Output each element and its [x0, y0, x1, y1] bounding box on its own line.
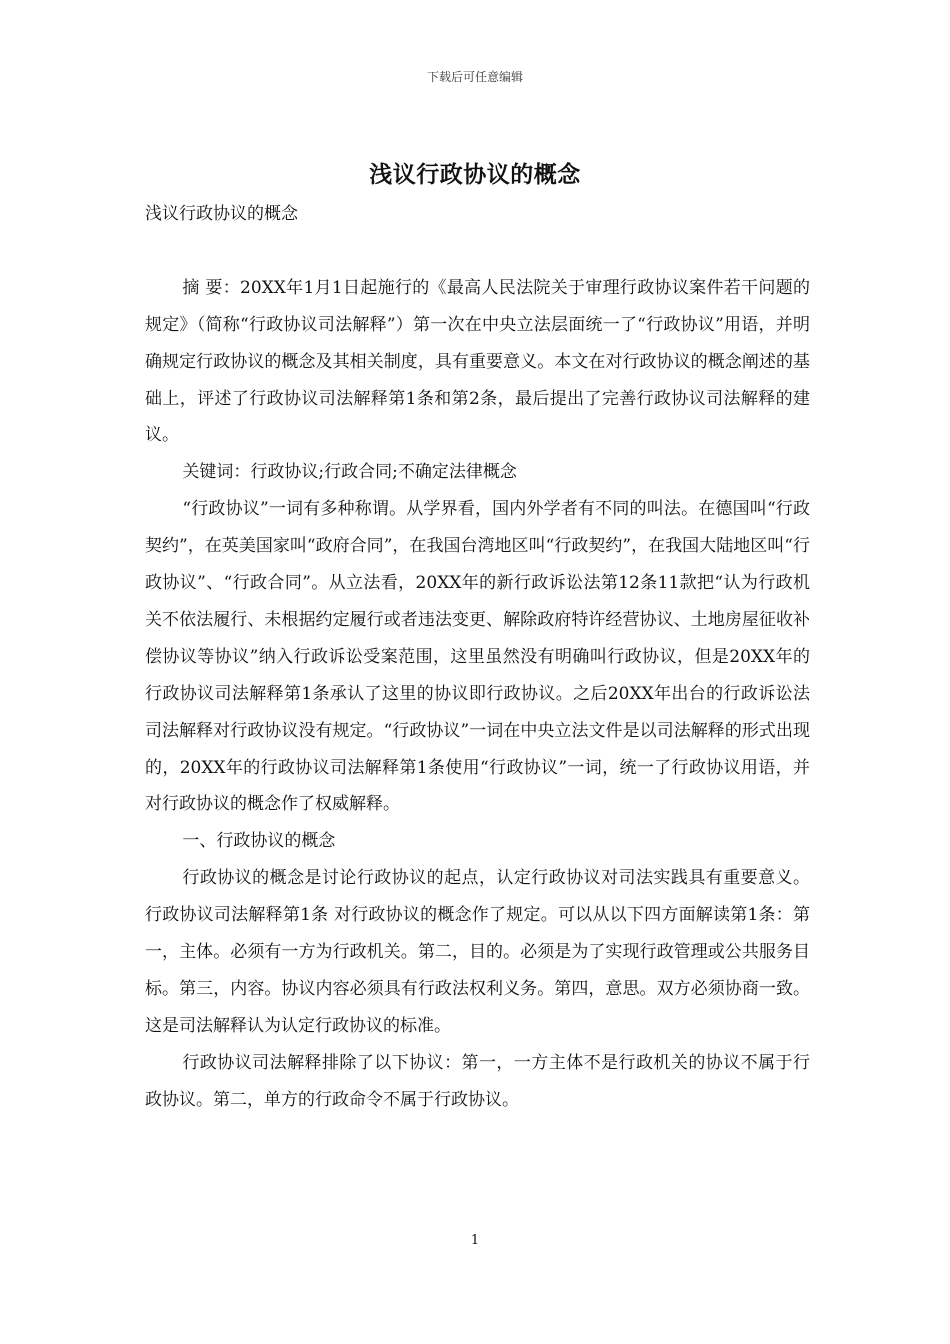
- body-paragraph: 行政协议司法解释排除了以下协议：第一，一方主体不是行政机关的协议不属于行政协议。第二，单方的行政命令不属于行政协议。: [145, 1052, 810, 1110]
- keywords-paragraph: 关键词：行政协议;行政合同;不确定法律概念: [182, 462, 517, 483]
- section-heading: 一、行政协议的概念: [182, 831, 336, 852]
- document-title: 浅议行政协议的概念: [369, 161, 581, 188]
- document-subtitle: 浅议行政协议的概念: [145, 204, 298, 224]
- document-body: [145, 196, 810, 1119]
- page-number: 1: [470, 1233, 480, 1248]
- abstract-paragraph: 摘 要：20XX年1月1日起施行的《最高人民法院关于审理行政协议案件若干问题的规定》（简称“行政协议司法解释”）第一次在中央立法层面统一了“行政协议”用语，并明确规定行政协议的概念及其相关制度，具有重要意义。本文在对行政协议的概念阐述的基础上，评述了行政协议司法解释第1条和第2条，最后提出了完善行政协议司法解释的建议。: [145, 277, 810, 446]
- body-paragraph: 行政协议的概念是讨论行政协议的起点，认定行政协议对司法实践具有重要意义。行政协议司法解释第1条 对行政协议的概念作了规定。可以从以下四方面解读第1条：第一，主体。必须有一方为行政机关。第二，目的。必须是为了实现行政管理或公共服务目标。第三，内容。协议内容必须具有行政法权利义务。第四，意思。双方必须协商一致。这是司法解释认为认定行政协议的标准。: [145, 868, 810, 1036]
- header-note: 下载后可任意编辑: [426, 70, 523, 84]
- body-paragraph: “行政协议”一词有多种称谓。从学界看，国内外学者有不同的叫法。在德国叫“行政契约”，在英美国家叫“政府合同”，在我国台湾地区叫“行政契约”，在我国大陆地区叫“行政协议”、“行政合同”。从立法看，20XX年的新行政诉讼法第12条11款把“认为行政机关不依法履行、未根据约定履行或者违法变更、解除政府特许经营协议、土地房屋征收补偿协议等协议”纳入行政诉讼受案范围，这里虽然没有明确叫行政协议，但是20XX年的行政协议司法解释第1条承认了这里的协议即行政协议。之后20XX年出台的行政诉讼法司法解释对行政协议没有规定。“行政协议”一词在中央立法文件是以司法解释的形式出现的，20XX年的行政协议司法解释第1条使用“行政协议”一词，统一了行政协议用语，并对行政协议的概念作了权威解释。: [145, 499, 810, 815]
